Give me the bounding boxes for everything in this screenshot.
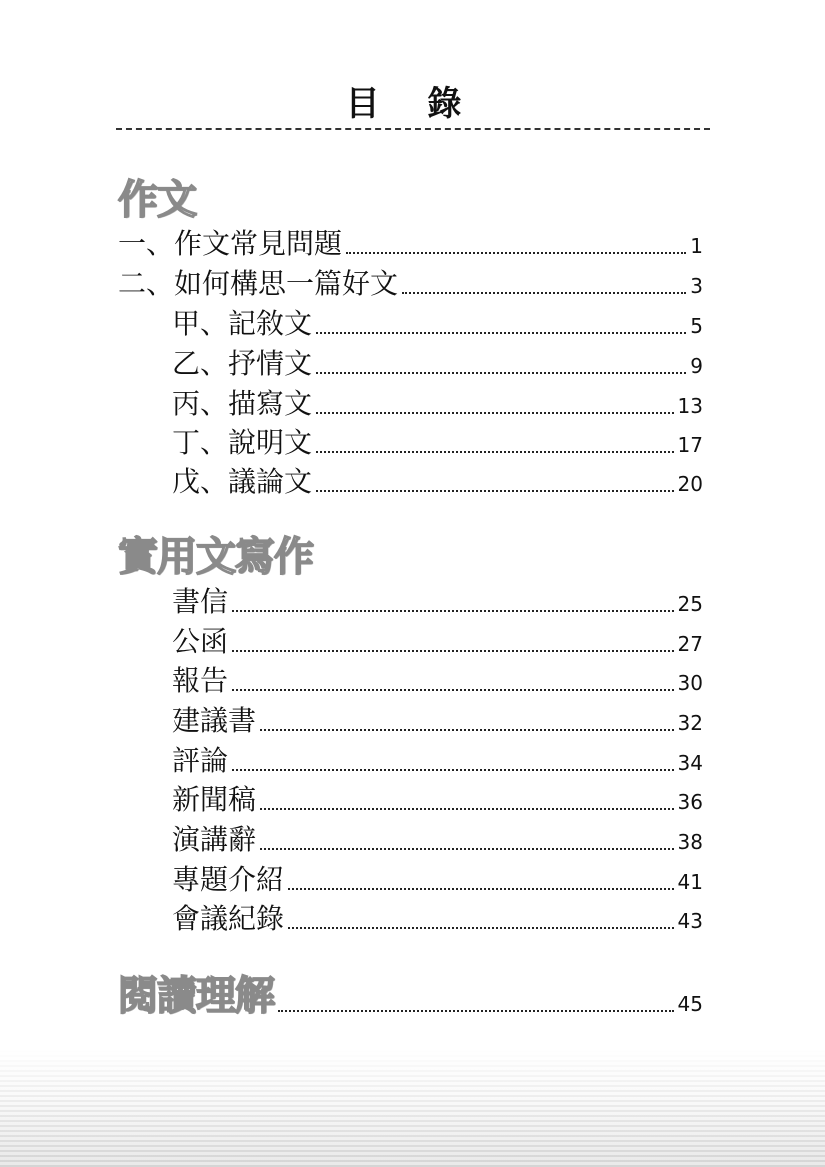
toc-entry-page: 32 [677,711,703,735]
toc-entry[interactable] [172,386,703,422]
toc-entry[interactable] [172,425,703,461]
toc-entry-label: 甲、記敘文 [172,307,313,340]
toc-entry[interactable] [118,226,703,262]
section-heading-practical-writing: 實用文寫作 [118,534,313,580]
toc-entry[interactable] [172,663,703,699]
toc-entry[interactable] [172,464,703,500]
toc-entry-label: 評論 [172,744,229,777]
toc-entry-label: 丁、說明文 [172,426,313,459]
page-title: 目 錄 [345,84,480,124]
toc-entry-label: 新聞稿 [172,783,257,816]
toc-entry-label: 書信 [172,585,229,618]
toc-entry[interactable] [172,306,703,342]
dot-leader [316,412,674,414]
toc-entry[interactable] [172,584,703,620]
toc-entry-label: 演講辭 [172,823,257,856]
toc-entry-page: 38 [677,830,703,854]
toc-entry[interactable] [172,901,703,937]
dot-leader [316,332,686,334]
toc-entry-label: 建議書 [172,704,257,737]
dot-leader [402,292,686,294]
toc-entry-reading-comprehension[interactable] [118,972,703,1020]
toc-entry[interactable] [172,703,703,739]
toc-entry-label: 一、作文常見問題 [118,227,343,260]
dot-leader [260,848,674,850]
toc-entry-label: 報告 [172,664,229,697]
footer-fade-decoration [0,1047,825,1167]
toc-entry-page: 41 [677,870,703,894]
section-heading-composition: 作文 [118,177,196,223]
toc-entry-page: 9 [690,354,703,378]
toc-entry-page: 45 [677,992,703,1016]
dot-leader [232,610,674,612]
toc-entry-page: 3 [690,274,703,298]
toc-entry-page: 25 [677,592,703,616]
toc-entry-page: 27 [677,632,703,656]
toc-entry-page: 34 [677,751,703,775]
dot-leader [316,372,686,374]
dot-leader [316,490,674,492]
toc-entry-label: 二、如何構思一篇好文 [118,267,399,300]
toc-entry[interactable] [172,346,703,382]
dot-leader [232,650,674,652]
dot-leader [288,888,674,890]
toc-entry[interactable] [172,624,703,660]
dot-leader [232,769,674,771]
toc-entry-page: 13 [677,394,703,418]
toc-entry-label: 專題介紹 [172,863,285,896]
toc-entry-page: 5 [690,314,703,338]
dot-leader [260,729,674,731]
toc-entry-page: 17 [677,433,703,457]
toc-entry-label: 乙、抒情文 [172,347,313,380]
toc-entry[interactable] [172,743,703,779]
toc-entry-page: 43 [677,909,703,933]
toc-entry[interactable] [172,782,703,818]
section-heading-reading-comprehension: 閱讀理解 [118,973,274,1019]
dot-leader [288,927,674,929]
dot-leader [278,1010,674,1012]
dot-leader [316,451,674,453]
toc-entry-page: 36 [677,790,703,814]
toc-entry-page: 30 [677,671,703,695]
title-divider [116,128,710,130]
toc-entry-label: 戊、議論文 [172,465,313,498]
toc-entry-label: 丙、描寫文 [172,387,313,420]
toc-entry[interactable] [172,862,703,898]
dot-leader [346,252,686,254]
toc-entry-page: 1 [690,234,703,258]
toc-entry[interactable] [118,266,703,302]
toc-entry-label: 會議紀錄 [172,902,285,935]
dot-leader [260,808,674,810]
toc-entry-page: 20 [677,472,703,496]
toc-entry[interactable] [172,822,703,858]
dot-leader [232,689,674,691]
toc-entry-label: 公函 [172,625,229,658]
